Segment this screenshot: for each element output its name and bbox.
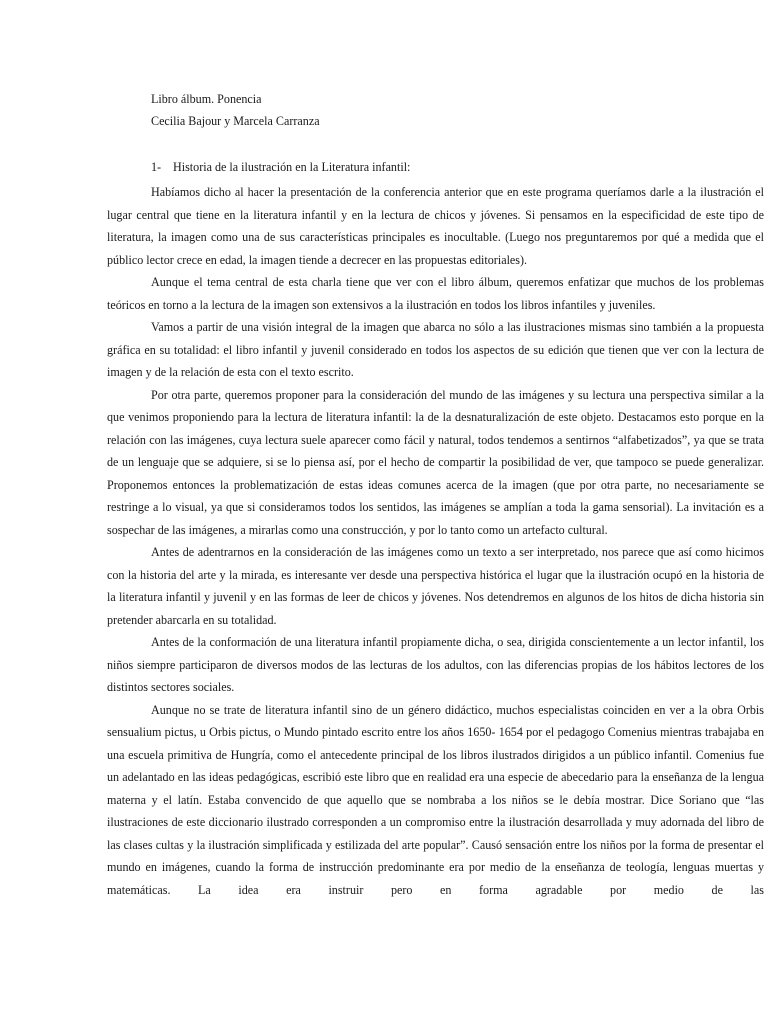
- paragraph: Antes de la conformación de una literatura infantil propiamente dicha, o sea, dirigida conscientemente a un lector infantil, los niños siempre participaron de diversos modos de las lecturas de los adultos, con las diferencias propias de los hábitos lectores de los distintos sectores sociales.: [107, 635, 764, 694]
- body-text: [107, 181, 764, 901]
- paragraph: Habíamos dicho al hacer la presentación de la conferencia anterior que en este programa queríamos darle a la ilustración el lugar central que tiene en la literatura infantil y en la lectura de chicos y jóvenes. Si pensamos en la especificidad de este tipo de literatura, la imagen como una de sus características principales es inocultable. (Luego nos preguntaremos por qué a medida que el público lector crece en edad, la imagen tiende a decrecer en las propuestas editoriales).: [107, 185, 764, 267]
- paragraph: Aunque el tema central de esta charla tiene que ver con el libro álbum, queremos enfatizar que muchos de los problemas teóricos en torno a la lectura de la imagen son extensivos a la ilustración en todos los libros infantiles y juveniles.: [107, 275, 764, 312]
- section-number: 1-: [151, 160, 162, 174]
- section-heading: [151, 159, 410, 175]
- paragraph: Antes de adentrarnos en la consideración de las imágenes como un texto a ser interpretado, nos parece que así como hicimos con la historia del arte y la mirada, es interesante ver desde una perspectiva histórica el lugar que la ilustración ocupó en la historia de la literatura infantil y juvenil y en las formas de leer de chicos y jóvenes. Nos detendremos en algunos de los hitos de dicha historia sin pretender abarcarla en su totalidad.: [107, 545, 764, 627]
- section-title: Historia de la ilustración en la Literatura infantil:: [173, 160, 411, 174]
- document-authors: Cecilia Bajour y Marcela Carranza: [151, 114, 320, 128]
- paragraph: Por otra parte, queremos proponer para la consideración del mundo de las imágenes y su lectura una perspectiva similar a la que venimos proponiendo para la lectura de literatura infantil: la de la desnaturalización de este objeto. Destacamos esto porque en la relación con las imágenes, cuya lectura suele aparecer como fácil y natural, todos tendemos a sentirnos “alfabetizados”, ya que se trata de un lenguaje que se adquiere, si se lo piensa así, por el hecho de compartir la posibilidad de ver, que tampoco se puede generalizar. Proponemos entonces la problematización de estas ideas comunes acerca de la imagen (que por otra parte, no necesariamente se restringe a lo visual, ya que si consideramos todos los sentidos, las imágenes se amplían a toda la gama sensorial). La invitación es a sospechar de las imágenes, a mirarlas como una construcción, y por lo tanto como un artefacto cultural.: [107, 387, 764, 537]
- paragraph: Vamos a partir de una visión integral de la imagen que abarca no sólo a las ilustraciones mismas sino también a la propuesta gráfica en su totalidad: el libro infantil y juvenil considerado en todos los aspectos de su edición que tienen que ver con la lectura de imagen y de la relación de esta con el texto escrito.: [107, 320, 764, 379]
- document-title: Libro álbum. Ponencia: [151, 92, 262, 106]
- paragraph: Aunque no se trate de literatura infantil sino de un género didáctico, muchos especialistas coinciden en ver a la obra Orbis sensualium pictus, u Orbis pictus, o Mundo pintado escrito entre los años 1650- 1654 por el pedagogo Comenius mientras trabajaba en una escuela primitiva de Hungría, como el antecedente principal de los libros ilustrados dirigidos a un público infantil. Comenius fue un adelantado en las ideas pedagógicas, escribió este libro que en realidad era una especie de abecedario para la enseñanza de la lengua materna y el latín. Estaba convencido de que aquello que se nombraba a los niños se le debía mostrar. Dice Soriano que “las ilustraciones de este diccionario ilustrado corresponden a un compromiso entre la ilustración desarrollada y muy adornada del libro de las clases cultas y la ilustración simplificada y estilizada del arte popular”. Causó sensación entre los niños por la forma de presentar el mundo en imágenes, cuando la forma de instrucción predominante era por medio de la enseñanza de teología, lenguas muertas y matemáticas. La idea era instruir pero en forma agradable por medio de las: [107, 702, 764, 897]
